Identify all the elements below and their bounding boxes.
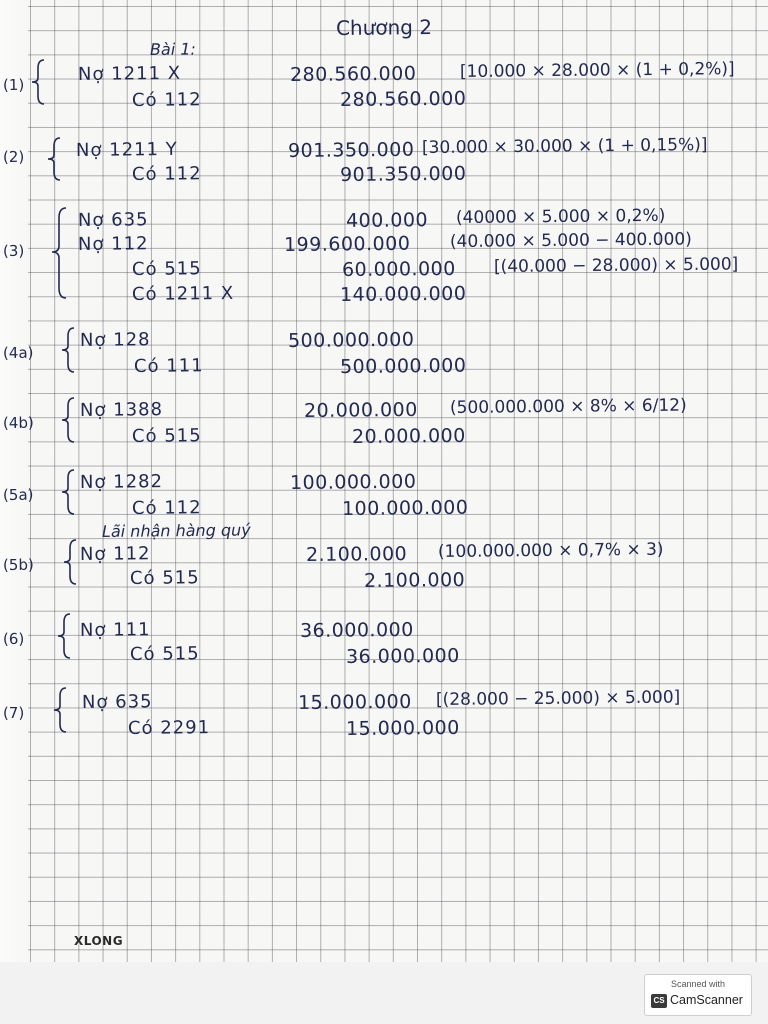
brace-icon [60, 326, 76, 374]
credit-amount: 140.000.000 [339, 282, 467, 306]
credit-amount: 901.350.000 [339, 162, 467, 186]
calculation-note: [(40.000 − 28.000) × 5.000] [493, 254, 739, 277]
debit-account: Nợ 635 [77, 209, 149, 231]
entry-label: (3) [2, 241, 25, 260]
entry-note: Lãi nhận hàng quý [101, 520, 251, 541]
debit-account: Nợ 112 [79, 543, 151, 565]
credit-amount: 500.000.000 [339, 354, 467, 378]
debit-amount: 280.560.000 [289, 62, 417, 86]
brace-icon [60, 468, 76, 516]
brace-icon [30, 58, 46, 106]
debit-account: Nợ 112 [77, 233, 149, 255]
debit-account: Nợ 111 [79, 619, 151, 641]
debit-account: Nợ 1211 X [77, 62, 182, 85]
entry-label: (1) [2, 75, 25, 94]
debit-amount: 400.000 [345, 209, 429, 232]
signature-mark: XLONG [74, 934, 124, 948]
entry-label: (5a) [2, 485, 34, 504]
entry-label: (4a) [2, 343, 34, 362]
debit-amount: 500.000.000 [287, 328, 415, 352]
credit-amount: 15.000.000 [345, 716, 460, 740]
brace-icon [62, 538, 78, 586]
exercise-heading: Bài 1: [149, 39, 196, 59]
entry-label: (5b) [2, 555, 34, 574]
credit-amount: 100.000.000 [341, 496, 469, 520]
debit-account: Nợ 128 [79, 329, 151, 351]
calculation-note: (100.000.000 × 0,7% × 3) [437, 539, 664, 562]
credit-amount: 36.000.000 [345, 644, 460, 668]
brace-icon [56, 612, 72, 660]
calculation-note: (500.000.000 × 8% × 6/12) [449, 395, 687, 418]
credit-account: Có 515 [129, 643, 200, 665]
credit-amount: 280.560.000 [339, 87, 467, 111]
camscanner-logo-icon: CS [651, 994, 667, 1008]
credit-account: Có 111 [133, 355, 204, 377]
debit-amount: 20.000.000 [303, 398, 418, 422]
brace-icon [52, 686, 68, 734]
credit-amount: 2.100.000 [363, 568, 466, 592]
calculation-note: [10.000 × 28.000 × (1 + 0,2%)] [459, 59, 735, 82]
credit-account: Có 112 [131, 497, 202, 519]
brace-icon [60, 396, 76, 444]
scanner-caption: Scanned with [670, 979, 726, 989]
brace-icon [46, 136, 62, 182]
credit-account: Có 112 [131, 163, 202, 185]
credit-account: Có 2291 [127, 717, 211, 739]
entry-label: (2) [2, 147, 25, 166]
calculation-note: (40000 × 5.000 × 0,2%) [455, 205, 666, 228]
credit-account: Có 112 [131, 89, 202, 111]
credit-amount: 60.000.000 [341, 257, 456, 281]
credit-account: Có 515 [131, 258, 202, 280]
credit-amount: 20.000.000 [351, 424, 466, 448]
credit-account: Có 1211 X [131, 282, 235, 305]
debit-amount: 15.000.000 [297, 690, 412, 714]
brace-icon [50, 206, 68, 300]
camscanner-watermark [644, 974, 752, 1016]
page-margin [0, 0, 28, 962]
page-title: Chương 2 [335, 14, 433, 40]
entry-label: (7) [2, 703, 25, 722]
debit-amount: 100.000.000 [289, 470, 417, 494]
debit-amount: 901.350.000 [287, 138, 415, 162]
credit-account: Có 515 [131, 425, 202, 447]
calculation-note: (40.000 × 5.000 − 400.000) [449, 229, 692, 252]
calculation-note: [(28.000 − 25.000) × 5.000] [435, 687, 681, 710]
debit-amount: 2.100.000 [305, 542, 408, 566]
debit-account: Nợ 635 [81, 691, 153, 713]
debit-account: Nợ 1388 [79, 399, 164, 421]
debit-account: Nợ 1211 Y [75, 138, 178, 161]
debit-amount: 199.600.000 [283, 232, 411, 256]
entry-label: (6) [2, 629, 25, 648]
debit-amount: 36.000.000 [299, 618, 414, 642]
entry-label: (4b) [2, 413, 34, 432]
debit-account: Nợ 1282 [79, 471, 164, 493]
credit-account: Có 515 [129, 567, 200, 589]
scanner-name: CamScanner [670, 993, 743, 1007]
calculation-note: [30.000 × 30.000 × (1 + 0,15%)] [421, 135, 708, 158]
